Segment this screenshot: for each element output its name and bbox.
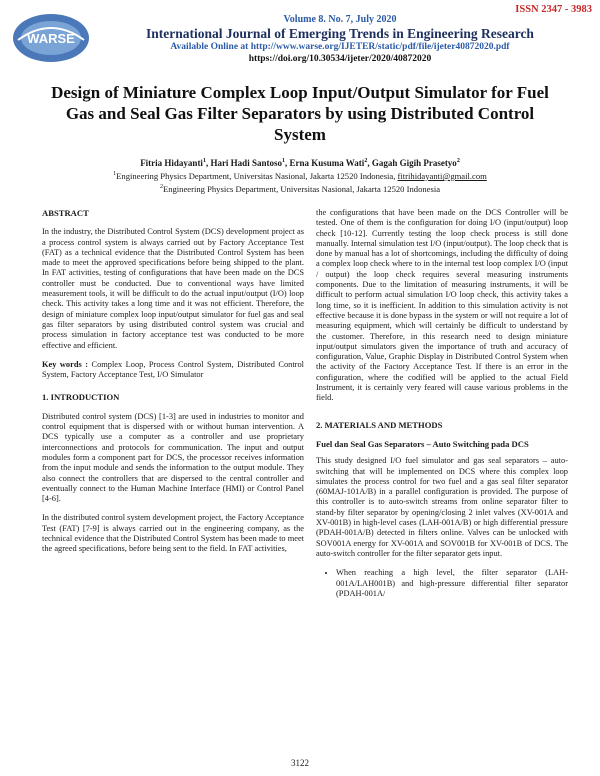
logo-text: WARSE (27, 31, 75, 46)
masthead (100, 14, 580, 65)
methods-paragraph: This study designed I/O fuel simulator and gas seal separators – auto-switching that will be implemented on DCS where this complex loop simulates the process control for two fuel and a gas seal filter separator (60MAJ-101A/B) in a parallel configuration is provided. The purpose of this controller is to auto-switch streams from online separator filter to stand-by filter separator by opening/closing 2 inlet valves (XV-001A and XV-001B) in high-level cases (LAH-001A/B) or high differential pressure (PDAH-001A/B) detected in filters online. Valves can be unlocked with SOV001A energy for XV-001A and SOV001B for XV-001B of DCS. The auto-switch controller for the filter separator gets input. (316, 456, 568, 558)
abstract-heading: ABSTRACT (42, 208, 89, 218)
author-1: Fitria Hidayanti (140, 158, 203, 168)
bullet-list (316, 568, 568, 599)
author-4: Gagah Gigih Prasetyo (371, 158, 457, 168)
introduction-heading: 1. INTRODUCTION (42, 392, 120, 403)
journal-name: International Journal of Emerging Trends in Engineering Research (146, 26, 534, 41)
subsection-heading: Fuel dan Seal Gas Separators – Auto Switching pada DCS (316, 438, 529, 449)
affiliation-1: $^1$Engineering Physics Department, Universitas Nasional, Jakarta 12520 Indonesia, fitrihidayanti@gmail.com (113, 170, 487, 181)
bullet-item: • When reaching a high level, the filter separator (LAH-001A/LAH001B) and high-pressure differential filter separator (PDAH-001A/ (336, 568, 568, 599)
warse-logo (10, 10, 92, 66)
author-names: Fitria Hidayanti$^1$, Hari Hadi Santoso$^1$, Erna Kusuma Wati$^2$, Gagah Gigih Prasetyo$^2$ (140, 158, 460, 168)
right-paragraph-1: the configurations that have been made on the DCS Controller will be tested. One of them is the configuration for doing I/O (input/output) loop check [10-12]. Currently testing the loop check process is still done manually. Internal simulation test I/O (input/output). The loop check that is done by manual has a lot of shortcomings, including the difficulty of doing a complex loop check where to in the internal test loop complex I/O (input / output) the loop check requires several measuring instruments components. Due to the limitation of measuring instruments, it will be difficult to perform actual simulation I/O loop check, this activity takes a long time, so it is inefficient. In addition to this simulation activity is not effective because it is done bypass in the system or will not require a lot of measuring equipment, which will certainly be difficult to understand by the customer. Therefore, in this research need to design miniature input/output simulators given the importance of truth and accuracy of configuration, Value, Graphic Display in Distributed Control System when the activity of the Factory Acceptance Test. If there is an error in the configuration, where the codified will be applied to the actual Field Instrument, it is certainly very feared will cause various problems in the field. (316, 208, 568, 403)
keywords: Key words : Complex Loop, Process Control System, Distributed Control System, Factory Acceptance Test, I/O Simulator (42, 359, 304, 380)
intro-paragraph-1: Distributed control system (DCS) [1-3] are used in industries to monitor and control equipment that is dispersed with or without human intervention. A DCS typically use a computer as a controller and use proprietary interconnections and protocols for communication. The input and output modules form a component part for DCS, the processor receives information from the input module and sends the information to the output module. They also connect the controllers that are dispersed to the central controller and eventually connect to the Human Machine Interface (HMI) or Control Panel [4-6]. (42, 411, 304, 504)
available-online-link[interactable]: Available Online at http://www.warse.org/IJETER/static/pdf/file/ijeter40872020.pdf (170, 42, 510, 52)
authors-block (20, 156, 580, 195)
affiliation-2: $^2$Engineering Physics Department, Universitas Nasional, Jakarta 12520 Indonesia (159, 183, 441, 194)
right-column (316, 208, 568, 599)
volume-line: Volume 8. No. 7, July 2020 (283, 14, 397, 25)
page-number: 3122 (291, 758, 309, 768)
abstract-text: In the industry, the Distributed Control System (DCS) development project as a process control system is always carried out by Factory Acceptance Test (FAT) as a technical evidence that the Distributed Control System has been made to meet the approved specifications before being shipped to the plant. In FAT activities, testing of configurations that have been made on the DCS controller must be conducted. Due to conventional ways have limited measurement tools, it will be difficult to do the actual input/output (I/O) loop check. This activity takes a long time and it was not efficient. Therefore, the design of miniature complex loop input/output simulator for fuel gas and seal gas filter separators by using distributed control system was crucial and process simulation in factory acceptance test was conducted to be more effective and efficient. (42, 227, 304, 350)
left-column (42, 208, 304, 564)
paper-title: Design of Miniature Complex Loop Input/Output Simulator for Fuel Gas and Seal Gas Filter Separators by using Distributed Control System (51, 83, 549, 144)
materials-methods-heading: 2. MATERIALS AND METHODS (316, 419, 443, 430)
author-email-link[interactable]: fitrihidayanti@gmail.com (397, 170, 487, 181)
intro-paragraph-2: In the distributed control system development project, the Factory Acceptance Test (FAT) [7-9] is always carried out in the engineering company, as the technical evidence that the Distributed Control System has been made to meet the agreed specifications, before being sent to the field. In FAT activities, (42, 513, 304, 554)
issn-label: ISSN 2347 - 3983 (515, 4, 592, 15)
author-3: Erna Kusuma Wati (289, 158, 365, 168)
author-2: Hari Hadi Santoso (210, 158, 282, 168)
doi-link[interactable]: https://doi.org/10.30534/ijeter/2020/40872020 (248, 54, 432, 64)
